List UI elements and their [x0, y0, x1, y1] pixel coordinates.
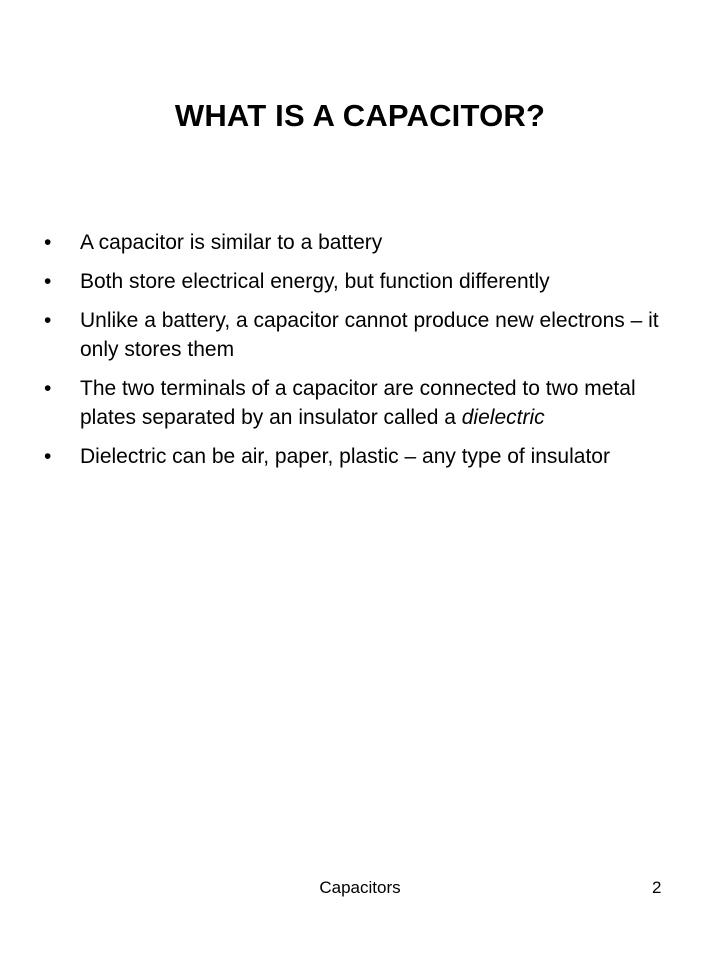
bullet-item [44, 374, 664, 432]
bullet-item [44, 228, 664, 257]
bullet-icon: • [44, 231, 52, 254]
bullet-text: Unlike a battery, a capacitor cannot produce new electrons – it only stores them [80, 309, 659, 361]
footer-title: Capacitors [319, 878, 401, 897]
bullet-icon: • [44, 445, 52, 468]
bullet-list [44, 228, 664, 481]
bullet-item [44, 267, 664, 296]
bullet-text: The two terminals of a capacitor are connected to two metal plates separated by an insulator called a [80, 377, 636, 429]
bullet-icon: • [44, 377, 52, 400]
bullet-emphasis: dielectric [461, 406, 545, 429]
bullet-icon: • [44, 309, 52, 332]
page-number: 2 [652, 878, 662, 897]
bullet-text: Both store electrical energy, but function differently [80, 270, 550, 293]
slide-title: WHAT IS A CAPACITOR? [174, 98, 546, 133]
bullet-item [44, 442, 664, 471]
bullet-text: Dielectric can be air, paper, plastic – any type of insulator [80, 445, 610, 468]
bullet-text: A capacitor is similar to a battery [80, 231, 383, 254]
bullet-item [44, 306, 664, 364]
bullet-icon: • [44, 270, 52, 293]
